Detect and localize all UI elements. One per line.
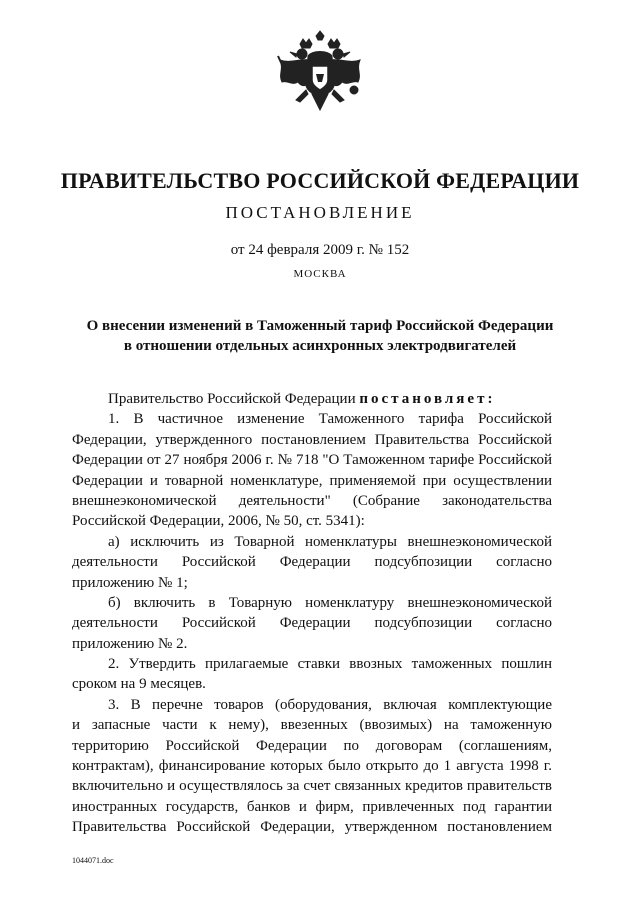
body-line: Федерации, утвержденного постановлением Правительства Российской — [72, 431, 552, 448]
document-body — [72, 389, 552, 838]
document-code: 1044071.doc — [72, 856, 114, 865]
document-date-number: от 24 февраля 2009 г. № 152 — [230, 242, 410, 258]
body-line: иностранных государств, банков и фирм, привлеченных под гарантии — [72, 798, 552, 815]
document-city: МОСКВА — [293, 268, 347, 280]
body-line: внешнеэкономической деятельности" (Собрание законодательства — [72, 492, 552, 509]
body-line: Правительства Российской Федерации, утвержденном постановлением — [72, 819, 552, 836]
intro-paragraph — [72, 389, 552, 409]
body-line: б) включить в Товарную номенклатуру внешнеэкономической — [108, 594, 552, 611]
body-line: сроком на 9 месяцев. — [72, 676, 206, 693]
body-line: Федерации от 27 ноября 2006 г. № 718 "О Таможенном тарифе Российской — [72, 452, 552, 469]
body-line: Федерации и товарной номенклатуре, применяемой при осуществлении — [72, 472, 552, 489]
body-line: Российской Федерации, 2006, № 50, ст. 5341): — [72, 513, 365, 530]
body-line: 3. В перечне товаров (оборудования, включая комплектующие — [108, 696, 552, 713]
subject-line: О внесении изменений в Таможенный тариф Российской Федерации — [86, 318, 554, 334]
body-line: деятельности Российской Федерации подсубпозиции согласно — [72, 554, 552, 571]
body-line: и запасные части к нему), ввезенных (ввозимых) на таможенную — [72, 717, 552, 734]
document-type: ПОСТАНОВЛЕНИЕ — [225, 203, 415, 222]
body-line: а) исключить из Товарной номенклатуры внешнеэкономической — [108, 533, 552, 550]
body-line: 1. В частичное изменение Таможенного тарифа Российской — [108, 411, 552, 428]
body-line: деятельности Российской Федерации подсубпозиции согласно — [72, 615, 552, 632]
body-line: контрактам), финансирование которых было открыто до 1 августа 1998 г. — [72, 758, 552, 775]
body-line: приложению № 1; — [72, 574, 188, 591]
intro-text: Правительство Российской Федерации — [108, 391, 360, 407]
body-line: включительно и осуществлялось за счет связанных кредитов правительств — [72, 778, 552, 795]
document-subject — [0, 316, 640, 356]
body-line: приложению № 2. — [72, 635, 188, 652]
body-line: территорию Российской Федерации по договорам (соглашениям, — [72, 737, 552, 754]
government-title: ПРАВИТЕЛЬСТВО РОССИЙСКОЙ ФЕДЕРАЦИИ — [60, 168, 580, 193]
decree-word: постановляет: — [359, 391, 496, 407]
body-line: 2. Утвердить прилагаемые ставки ввозных таможенных пошлин — [108, 656, 552, 673]
subject-line: в отношении отдельных асинхронных электродвигателей — [123, 338, 517, 354]
coat-of-arms-icon — [272, 30, 368, 130]
